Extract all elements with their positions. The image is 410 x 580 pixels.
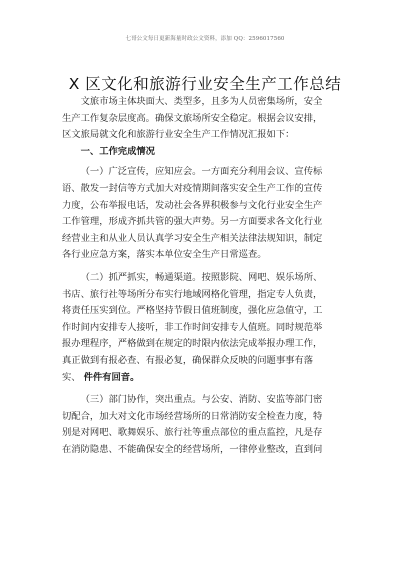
paragraph-line: 报办理程序，严格做到在规定的时限内依法完成举报办理工作， <box>62 338 323 350</box>
section-heading: 一、工作完成情况 <box>80 145 155 157</box>
paragraph-channels <box>62 270 362 386</box>
intro-line: 区文旅局就文化和旅游行业安全生产工作情况汇报如下： <box>62 129 295 141</box>
paragraph-line: 力度，公布举报电话，发动社会各界积极参与文化行业安全生产 <box>62 199 323 211</box>
paragraph-line: 作时间内安排专人接听，非工作时间安排专人值班。同时规范举 <box>62 321 323 333</box>
paragraph-publicity <box>62 164 362 264</box>
paragraph-line: 将责任压实到位。严格坚持节假日值班制度，强化应急值守，工 <box>62 305 323 317</box>
paragraph-line-last <box>62 370 362 387</box>
paragraph-line: 书店、旅行社等场所分布实行地域网格化管理，指定专人负责， <box>62 288 323 300</box>
paragraph-line: （三）部门协作，突出重点。与公安、消防、安监等部门密 <box>80 394 323 406</box>
emphasis-text: 件件有回音。 <box>83 371 140 383</box>
paragraph-line: 别是对网吧、歌舞娱乐、旅行社等重点部位的重点监控，凡是存 <box>62 427 323 439</box>
intro-line: 文旅市场主体块面大、类型多，且多为人员密集场所，安全 <box>80 96 323 107</box>
paragraph-line: 切配合，加大对文化市场经营场所的日常消防安全检查力度，特 <box>62 410 323 422</box>
paragraph-line: 真正做到有报必查、有报必复，确保群众反映的问题事事有落 <box>62 354 314 366</box>
paragraph-text: 实、 <box>62 371 81 383</box>
paragraph-line: 工作管理，形成齐抓共管的强大声势。另一方面要求各文化行业 <box>62 216 323 228</box>
paragraph-coordination <box>62 392 362 458</box>
intro-paragraph <box>62 94 362 144</box>
paragraph-line: （一）广泛宣传，应知应会。一方面充分利用会议、宣传标 <box>80 166 323 178</box>
paragraph-line: 各行业应急方案，落实本单位安全生产日常巡查。 <box>62 249 267 261</box>
paragraph-line: 经营业主和从业人员认真学习安全生产相关法律法规知识，制定 <box>62 232 323 244</box>
paragraph-line: （二）抓严抓实，畅通渠道。按照影院、网吧、娱乐场所、 <box>80 271 323 283</box>
document-body <box>62 94 362 458</box>
intro-line: 生产工作复杂层度高。确保文旅场所安全稳定。根据会议安排， <box>62 112 323 124</box>
paragraph-line: 在消防隐患、不能确保安全的经营场所，一律停业整改，直到问 <box>62 443 323 455</box>
header-note: 七哥公文每日更新海量时政公文资料，添加 QQ：2596017560 <box>125 36 285 42</box>
document-title: X 区文化和旅游行业安全生产工作总结 <box>68 75 342 93</box>
paragraph-line: 语、散发一封信等方式加大对疫情期间落实安全生产工作的宣传 <box>62 182 323 194</box>
